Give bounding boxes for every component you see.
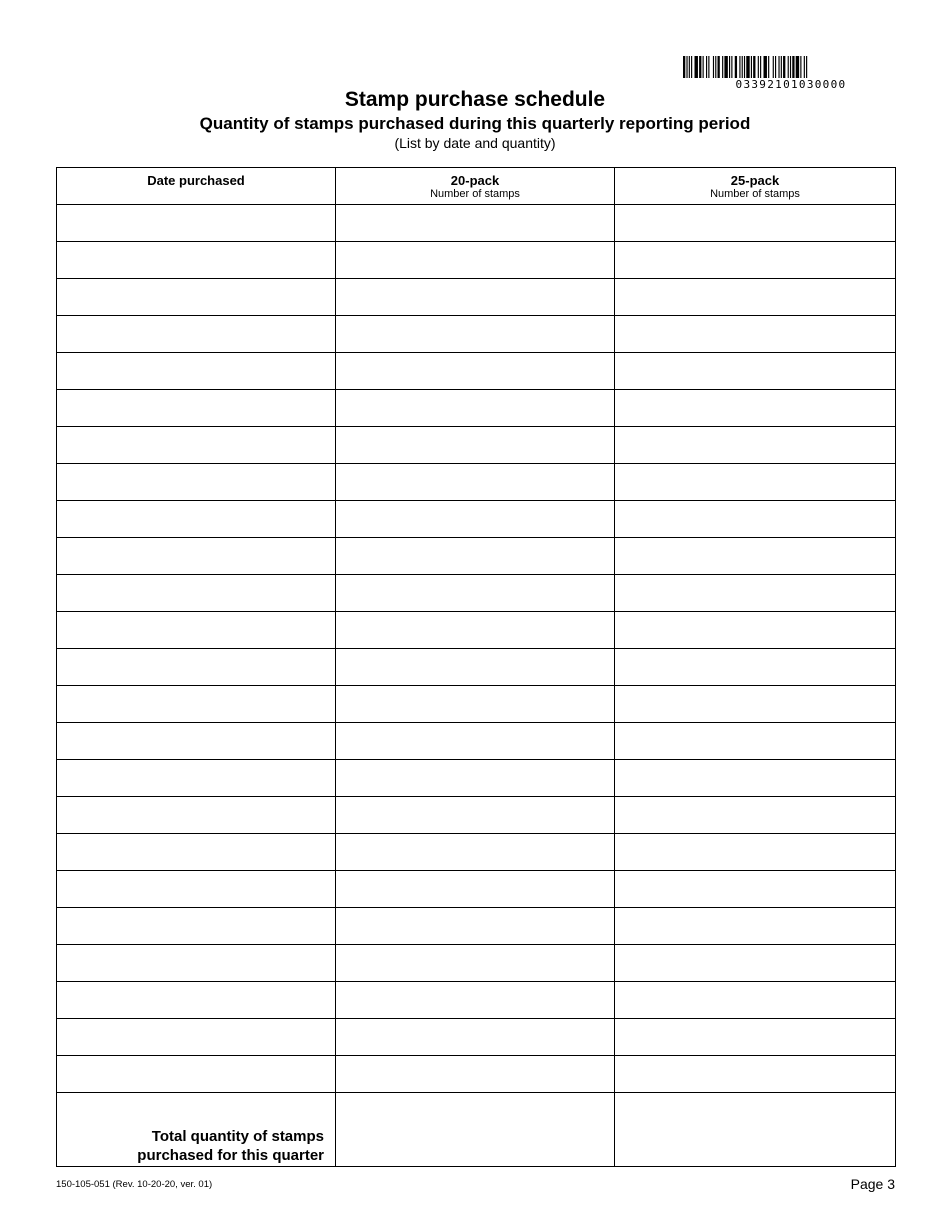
table-row — [57, 723, 896, 760]
total-label-line2: purchased for this quarter — [137, 1147, 324, 1164]
table-row — [57, 612, 896, 649]
form-identifier: 150-105-051 (Rev. 10-20-20, ver. 01) — [56, 1179, 213, 1190]
barcode-bar — [753, 56, 755, 78]
20-pack-cell[interactable] — [336, 575, 615, 612]
date-purchased-cell[interactable] — [57, 612, 336, 649]
date-purchased-cell[interactable] — [57, 797, 336, 834]
barcode-bar — [703, 56, 704, 78]
table-row — [57, 427, 896, 464]
table-row — [57, 353, 896, 390]
barcode-bar — [783, 56, 785, 78]
barcode-bar — [699, 56, 701, 78]
25-pack-cell[interactable] — [615, 575, 896, 612]
20-pack-cell[interactable] — [336, 316, 615, 353]
column-header-date — [57, 168, 336, 205]
table-row — [57, 205, 896, 242]
25-pack-cell[interactable] — [615, 1056, 896, 1093]
barcode-bar — [800, 56, 801, 78]
date-purchased-cell[interactable] — [57, 760, 336, 797]
table-row — [57, 242, 896, 279]
20-pack-cell[interactable] — [336, 834, 615, 871]
25-pack-cell[interactable] — [615, 242, 896, 279]
date-purchased-cell[interactable] — [57, 390, 336, 427]
25-pack-cell[interactable] — [615, 427, 896, 464]
25-pack-cell[interactable] — [615, 390, 896, 427]
date-purchased-cell[interactable] — [57, 205, 336, 242]
barcode-bar — [746, 56, 749, 78]
20-pack-cell[interactable] — [336, 242, 615, 279]
25-pack-cell[interactable] — [615, 908, 896, 945]
barcode-bar — [706, 56, 707, 78]
table-row — [57, 390, 896, 427]
column-header-label: 20-pack — [450, 173, 500, 188]
barcode-bar — [715, 56, 716, 78]
barcode-bar — [751, 56, 752, 78]
20-pack-cell[interactable] — [336, 353, 615, 390]
barcode-bar — [691, 56, 692, 78]
25-pack-cell[interactable] — [615, 353, 896, 390]
25-pack-cell[interactable] — [615, 612, 896, 649]
date-purchased-cell[interactable] — [57, 316, 336, 353]
date-purchased-cell[interactable] — [57, 1056, 336, 1093]
barcode-bar — [713, 56, 714, 78]
25-pack-cell[interactable] — [615, 649, 896, 686]
20-pack-cell[interactable] — [336, 427, 615, 464]
total-label-line1: Total quantity of stamps — [151, 1128, 324, 1145]
barcode-bar — [689, 56, 690, 78]
date-purchased-cell[interactable] — [57, 538, 336, 575]
column-header-sublabel: Number of stamps — [710, 188, 800, 200]
20-pack-cell[interactable] — [336, 1019, 615, 1056]
total-20-pack-cell[interactable] — [336, 1093, 615, 1167]
20-pack-cell[interactable] — [336, 982, 615, 1019]
barcode-bar — [729, 56, 730, 78]
25-pack-cell[interactable] — [615, 723, 896, 760]
column-header-label: Date purchased — [147, 173, 245, 188]
20-pack-cell[interactable] — [336, 686, 615, 723]
25-pack-cell[interactable] — [615, 834, 896, 871]
date-purchased-cell[interactable] — [57, 501, 336, 538]
20-pack-cell[interactable] — [336, 649, 615, 686]
barcode-bar — [778, 56, 779, 78]
25-pack-cell[interactable] — [615, 1019, 896, 1056]
table-row — [57, 834, 896, 871]
page-subtitle: Quantity of stamps purchased during this quarterly reporting period — [199, 114, 751, 133]
20-pack-cell[interactable] — [336, 205, 615, 242]
total-25-pack-cell[interactable] — [615, 1093, 896, 1167]
date-purchased-cell[interactable] — [57, 871, 336, 908]
20-pack-cell[interactable] — [336, 612, 615, 649]
table-row — [57, 279, 896, 316]
date-purchased-cell[interactable] — [57, 242, 336, 279]
date-purchased-cell[interactable] — [57, 427, 336, 464]
table-row — [57, 1019, 896, 1056]
date-purchased-cell[interactable] — [57, 575, 336, 612]
barcode-bar — [718, 56, 720, 78]
barcode-bar — [708, 56, 709, 78]
20-pack-cell[interactable] — [336, 538, 615, 575]
barcode — [683, 56, 895, 91]
25-pack-cell[interactable] — [615, 501, 896, 538]
barcode-bar — [731, 56, 732, 78]
barcode-bar — [724, 56, 727, 78]
barcode-bar — [781, 56, 782, 78]
date-purchased-cell[interactable] — [57, 464, 336, 501]
20-pack-cell[interactable] — [336, 279, 615, 316]
date-purchased-cell[interactable] — [57, 279, 336, 316]
column-header-label: 25-pack — [730, 173, 780, 188]
barcode-number: 03392101030000 — [735, 78, 847, 91]
20-pack-cell[interactable] — [336, 1056, 615, 1093]
barcode-bar — [695, 56, 698, 78]
date-purchased-cell[interactable] — [57, 649, 336, 686]
25-pack-cell[interactable] — [615, 686, 896, 723]
column-header-sublabel: Number of stamps — [430, 188, 520, 200]
barcode-bar — [768, 56, 769, 78]
25-pack-cell[interactable] — [615, 760, 896, 797]
25-pack-cell[interactable] — [615, 205, 896, 242]
barcode-bar — [773, 56, 774, 78]
date-purchased-cell[interactable] — [57, 834, 336, 871]
20-pack-cell[interactable] — [336, 871, 615, 908]
barcode-bar — [686, 56, 687, 78]
table-row — [57, 908, 896, 945]
table-row — [57, 797, 896, 834]
25-pack-cell[interactable] — [615, 538, 896, 575]
table-row — [57, 760, 896, 797]
25-pack-cell[interactable] — [615, 945, 896, 982]
table-row — [57, 871, 896, 908]
total-row — [57, 1093, 896, 1167]
20-pack-cell[interactable] — [336, 908, 615, 945]
barcode-bar — [806, 56, 807, 78]
barcode-bar — [788, 56, 789, 78]
20-pack-cell[interactable] — [336, 945, 615, 982]
25-pack-cell[interactable] — [615, 982, 896, 1019]
date-purchased-cell[interactable] — [57, 686, 336, 723]
barcode-bar — [744, 56, 745, 78]
table-row — [57, 538, 896, 575]
barcode-bar — [764, 56, 767, 78]
table-row — [57, 464, 896, 501]
date-purchased-cell[interactable] — [57, 353, 336, 390]
barcode-bar — [804, 56, 805, 78]
table-row — [57, 982, 896, 1019]
table-row — [57, 501, 896, 538]
date-purchased-cell[interactable] — [57, 982, 336, 1019]
barcode-bar — [722, 56, 723, 78]
20-pack-cell[interactable] — [336, 464, 615, 501]
25-pack-cell[interactable] — [615, 871, 896, 908]
20-pack-cell[interactable] — [336, 760, 615, 797]
table-row — [57, 1056, 896, 1093]
barcode-bar — [742, 56, 743, 78]
barcode-bar — [790, 56, 791, 78]
20-pack-cell[interactable] — [336, 797, 615, 834]
date-purchased-cell[interactable] — [57, 908, 336, 945]
table-row — [57, 316, 896, 353]
page-instruction: (List by date and quantity) — [394, 135, 556, 151]
column-header-25-pack — [615, 168, 896, 205]
total-label — [57, 1093, 336, 1167]
25-pack-cell[interactable] — [615, 316, 896, 353]
page-number: Page 3 — [850, 1176, 895, 1192]
barcode-bar — [735, 56, 737, 78]
date-purchased-cell[interactable] — [57, 1019, 336, 1056]
stamp-purchase-table — [56, 167, 896, 1167]
table-row — [57, 649, 896, 686]
barcode-bar — [796, 56, 799, 78]
20-pack-cell[interactable] — [336, 501, 615, 538]
table-row — [57, 575, 896, 612]
date-purchased-cell[interactable] — [57, 723, 336, 760]
20-pack-cell[interactable] — [336, 390, 615, 427]
25-pack-cell[interactable] — [615, 464, 896, 501]
barcode-bar — [775, 56, 776, 78]
barcode-bar — [792, 56, 794, 78]
column-header-20-pack — [336, 168, 615, 205]
barcode-bar — [760, 56, 761, 78]
barcode-bar — [739, 56, 740, 78]
20-pack-cell[interactable] — [336, 723, 615, 760]
table-header-row — [57, 168, 896, 205]
barcode-bar — [758, 56, 759, 78]
25-pack-cell[interactable] — [615, 279, 896, 316]
table-row — [57, 686, 896, 723]
table-body — [57, 205, 896, 1167]
table-row — [57, 945, 896, 982]
barcode-bar — [683, 56, 685, 78]
25-pack-cell[interactable] — [615, 797, 896, 834]
date-purchased-cell[interactable] — [57, 945, 336, 982]
barcode-bars — [683, 56, 895, 78]
page-title: Stamp purchase schedule — [344, 88, 606, 111]
